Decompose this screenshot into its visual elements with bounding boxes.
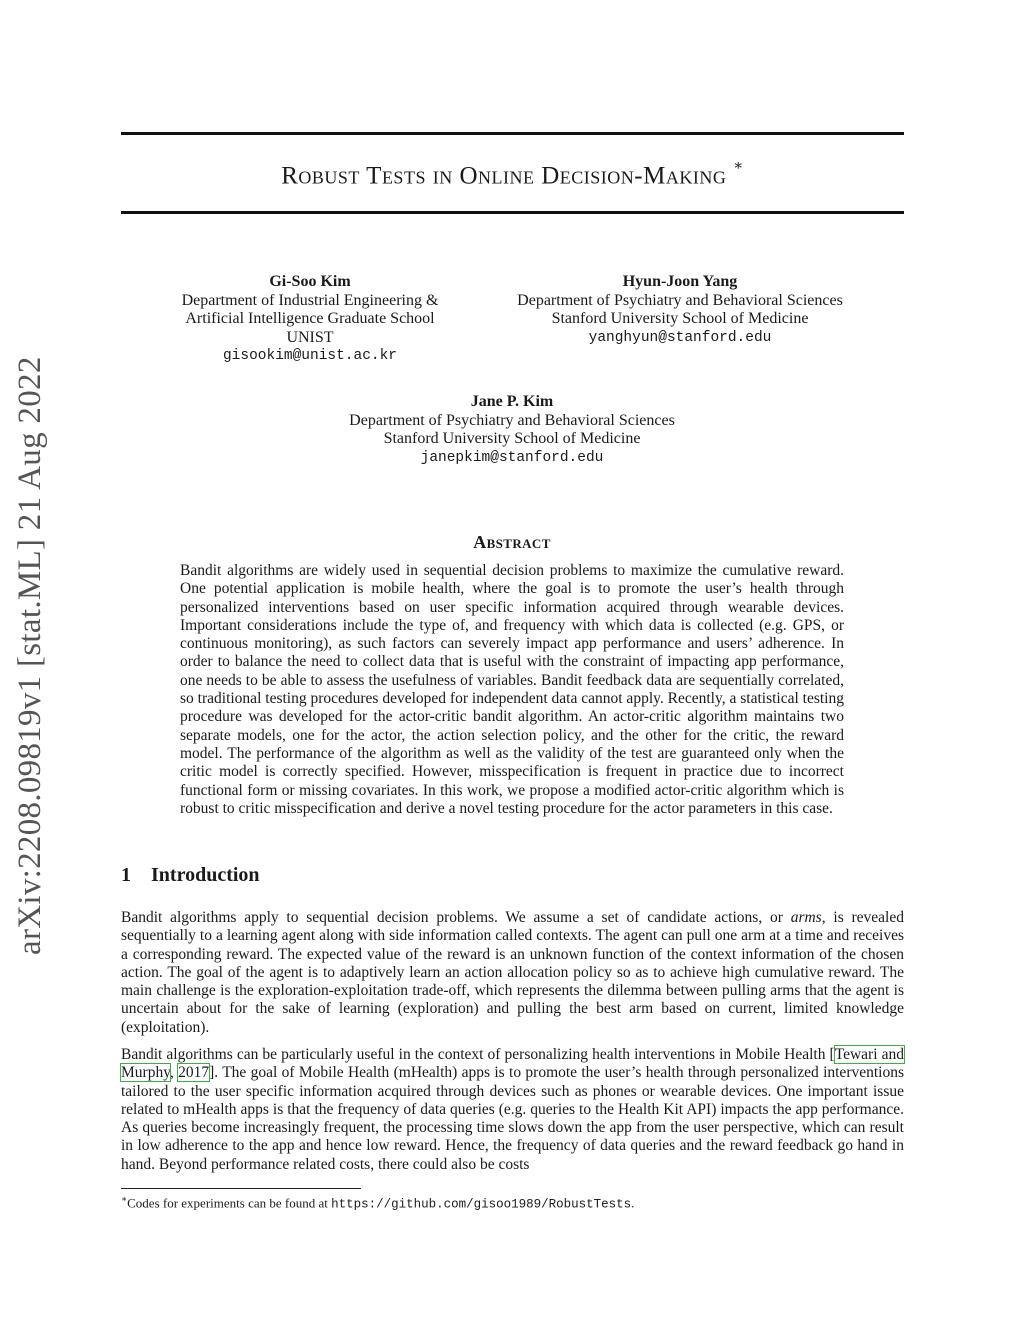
paragraph-text: , is revealed sequentially to a learning agent along with side information called contexts. The agent can pull one arm at a time and receives a corresponding reward. The expected value of the reward is an unknown function of the context information of the chosen action. The goal of the agent is to adaptively learn an action allocation policy so as to achieve high cumulative reward. The main challenge is the exploration-exploitation trade-off, which represents the dilemma between pulling arms that the agent is uncertain about for the sake of learning (exploration) and pulling the best arm based on current, limited knowledge (exploitation). [121, 909, 904, 1036]
author-affiliation: UNIST [286, 328, 334, 346]
author-affiliation: Department of Psychiatry and Behavioral Sciences [517, 291, 843, 309]
section-heading [121, 864, 260, 887]
citation-separator: , [169, 1064, 179, 1082]
section-number: 1 [121, 864, 131, 886]
author-name: Hyun-Joon Yang [622, 273, 738, 290]
author-affiliation: Department of Industrial Engineering & [181, 291, 439, 309]
footnote-end: . [631, 1195, 635, 1211]
section-title: Introduction [151, 864, 260, 886]
intro-paragraph-2 [121, 1046, 904, 1174]
author-email[interactable]: gisookim@unist.ac.kr [222, 348, 398, 364]
title-footnote-mark: ∗ [733, 158, 744, 174]
emphasized-term: arms [790, 909, 822, 926]
author-affiliation: Department of Psychiatry and Behavioral Sciences [349, 411, 675, 429]
paper-title [121, 160, 904, 190]
citation-link-authors[interactable]: Tewari and Murphy [121, 1046, 904, 1082]
author-name: Jane P. Kim [470, 393, 554, 410]
footnote-rule [121, 1188, 361, 1189]
author-block-1 [150, 273, 470, 366]
author-name: Gi-Soo Kim [269, 273, 351, 290]
arxiv-side-stamp: arXiv:2208.09819v1 [stat.ML] 21 Aug 2022 [12, 356, 48, 955]
footnote [121, 1191, 634, 1212]
author-block-3 [312, 393, 712, 467]
footnote-url-link[interactable]: https://github.com/gisoo1989/RobustTests [331, 1197, 632, 1212]
abstract-text: Bandit algorithms are widely used in sequential decision problems to maximize the cumulative reward. One potential application is mobile health, where the goal is to promote the user’s health through personalized interventions based on user specific information acquired through wearable devices. Important considerations include the type of, and frequency with which data is collected (e.g. GPS, or continuous monitoring), as such factors can severely impact app performance and users’ adherence. In order to balance the need to collect data that is useful with the constraint of impacting app performance, one needs to be able to assess the usefulness of variables. Bandit feedback data are sequentially correlated, so traditional testing procedures developed for independent data cannot apply. Recently, a statistical testing procedure was developed for the actor-critic bandit algorithm. An actor-critic algorithm maintains two separate models, one for the actor, the action selection policy, and the other for the critic, the reward model. The performance of the algorithm as well as the validity of the test are guaranteed only when the critic model is correctly specified. However, misspecification is frequent in practice due to incorrect functional form or missing covariates. In this work, we propose a modified actor-critic algorithm which is robust to critic misspecification and derive a novel testing procedure for the actor parameters in this case. [180, 562, 844, 817]
author-affiliation: Artificial Intelligence Graduate School [185, 310, 435, 327]
author-affiliation: Stanford University School of Medicine [383, 430, 641, 447]
footnote-text: Codes for experiments can be found at [127, 1195, 332, 1211]
paragraph-text: ]. The goal of Mobile Health (mHealth) apps is to promote the user’s health through personalized interventions tailored to the user specific information acquired through devices such as phones or wearable devices. One important issue related to mHealth apps is that the frequency of data queries (e.g. queries to the Health Kit API) impacts the app performance. As queries become increasingly frequent, the processing time slows down the app from the user perspective, which can result in low adherence to the app and hence low reward. Hence, the frequency of data queries and the reward feedback go hand in hand. Beyond performance related costs, there could also be costs [121, 1064, 905, 1173]
paragraph-text: Bandit algorithms can be particularly useful in the context of personalizing health interventions in Mobile Health [ [121, 1046, 835, 1063]
paragraph-text: Bandit algorithms apply to sequential decision problems. We assume a set of candidate actions, or [121, 909, 791, 926]
author-affiliation: Stanford University School of Medicine [551, 310, 809, 327]
paper-title-text: Robust Tests in Online Decision-Making [281, 162, 727, 190]
author-block-2 [490, 273, 870, 347]
intro-paragraph-1 [121, 909, 904, 1037]
footnote-mark: ∗ [121, 1194, 128, 1204]
author-email[interactable]: janepkim@stanford.edu [420, 449, 604, 466]
title-bottom-rule [121, 211, 904, 214]
author-email[interactable]: yanghyun@stanford.edu [588, 329, 772, 346]
title-top-rule [121, 132, 904, 135]
citation-link-year[interactable]: 2017 [178, 1064, 210, 1082]
abstract-heading: Abstract [473, 532, 551, 552]
